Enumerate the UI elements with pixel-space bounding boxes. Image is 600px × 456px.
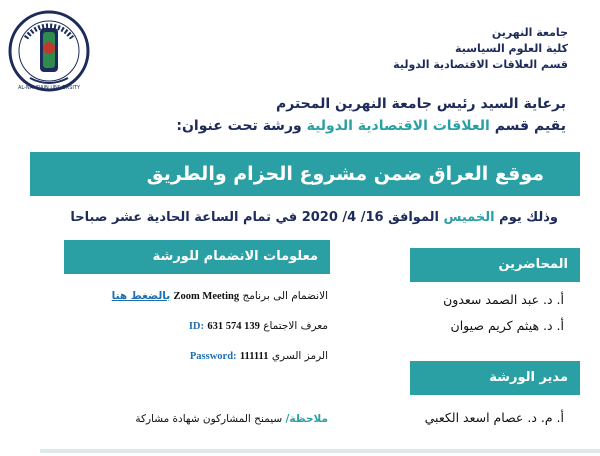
join-text: الانضمام الى برنامج xyxy=(242,290,328,302)
department-name: قسم العلاقات الاقتصادية الدولية xyxy=(393,58,568,71)
logo-caption: AL-NAHRAIN UNIVERSITY xyxy=(17,85,81,91)
sponsor-line: برعاية السيد رئيس جامعة النهرين المحترم xyxy=(275,96,566,112)
workshop-prefix: يقيم قسم xyxy=(494,118,566,134)
join-link[interactable]: بالضغط هنا xyxy=(111,290,171,302)
meeting-id-line xyxy=(189,320,328,332)
meeting-id-en-label: ID: xyxy=(188,321,204,332)
password-en-label: Password: xyxy=(189,351,237,362)
lecturer-item: أ. د. عبد الصمد سعدون xyxy=(443,292,564,307)
lecturers-heading: المحاضرين xyxy=(410,248,580,282)
workshop-manager-name: أ. م. د. عصام اسعد الكعبي xyxy=(424,410,564,425)
note-text: سيمنح المشاركون شهادة مشاركة xyxy=(135,413,283,425)
university-logo xyxy=(8,8,90,94)
password-label: الرمز السري xyxy=(271,350,328,362)
workshop-suffix: ورشة تحت عنوان: xyxy=(176,118,302,134)
workshop-title: موقع العراق ضمن مشروع الحزام والطريق xyxy=(146,163,544,185)
note-label: ملاحظة/ xyxy=(285,413,328,425)
join-program-line xyxy=(112,290,328,302)
date-prefix: وذلك يوم xyxy=(499,210,558,225)
meeting-id-value: 631 574 139 xyxy=(207,321,260,332)
date-rest: الموافق 16/ 4/ 2020 في تمام الساعة الحادية عشر صباحا xyxy=(70,210,439,225)
meeting-id-label: معرف الاجتماع xyxy=(263,320,328,332)
zoom-program-name: Zoom Meeting xyxy=(173,291,240,302)
date-day: الخميس xyxy=(443,210,495,225)
join-info-heading: معلومات الانضمام للورشة xyxy=(64,240,330,274)
password-value: 111111 xyxy=(239,351,269,362)
university-name: جامعة النهرين xyxy=(491,26,568,39)
department-highlight: العلاقات الاقتصادية الدولية xyxy=(306,118,490,134)
lecturer-item: أ. د. هيثم كريم صيوان xyxy=(450,318,564,333)
password-line xyxy=(190,350,328,362)
workshop-line xyxy=(176,118,566,134)
bottom-divider xyxy=(40,449,600,453)
college-name: كلية العلوم السياسية xyxy=(455,42,568,55)
manager-heading: مدير الورشة xyxy=(410,361,580,395)
certificate-note xyxy=(135,413,328,425)
date-line xyxy=(70,210,558,225)
